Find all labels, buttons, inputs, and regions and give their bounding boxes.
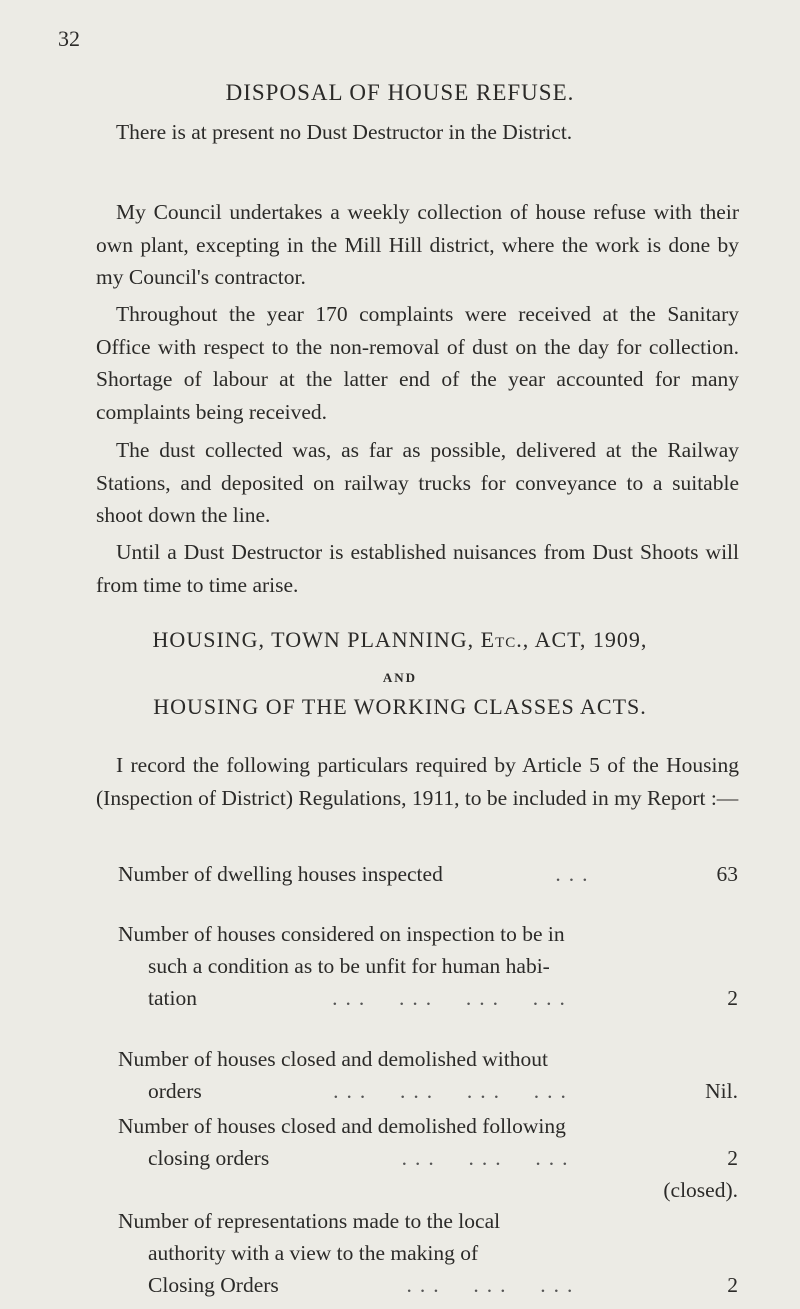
paragraph-4: The dust collected was, as far as possible, delivered at the Railway Stations, and deposited on railway trucks for conveyance to a suitable shoot down the line. (96, 438, 739, 527)
heading-rest: , ACT, 1909, (522, 627, 648, 652)
item-label: Number of houses closed and demolished following (118, 1114, 566, 1138)
item-label-end: Closing Orders (148, 1273, 279, 1297)
heading-and: AND (382, 670, 418, 685)
item-label: Number of representations made to the local (118, 1209, 501, 1233)
item-label: Number of houses considered on inspection to be in (118, 922, 565, 946)
paragraph-intro: I record the following particulars required by Article 5 of the Housing (Inspection of District) Regulations, 1911, to be included in my Report :— (96, 753, 739, 810)
section-heading-refuse: DISPOSAL OF HOUSE REFUSE. (225, 80, 575, 105)
item-value: 2 (727, 1273, 738, 1297)
paragraph-1: There is at present no Dust Destructor in the District. (116, 120, 573, 144)
paragraph-3: Throughout the year 170 complaints were received at the Sanitary Office with respect to the non-removal of dust on the day for collection. Shortage of labour at the latter end of the year accounted for many complaints being received. (96, 302, 739, 424)
item-label-continued: such a condition as to be unfit for human habi- (148, 954, 550, 978)
section-heading-housing (0, 627, 800, 653)
item-value: 2 (727, 1146, 738, 1170)
item-value: 2 (727, 986, 738, 1010)
heading-etc: Etc. (480, 627, 523, 652)
paragraph-5: Until a Dust Destructor is established nuisances from Dust Shoots will from time to time arise. (96, 540, 739, 597)
item-label: Number of dwelling houses inspected (118, 862, 443, 886)
section-heading-working-classes: HOUSING OF THE WORKING CLASSES ACTS. (153, 694, 647, 719)
item-value: Nil. (705, 1079, 738, 1103)
list-item (118, 858, 738, 890)
leader-dots: ... ... ... (401, 1146, 576, 1170)
leader-dots: ... ... ... ... (333, 1079, 574, 1103)
page-number: 32 (58, 26, 80, 51)
item-note: (closed). (663, 1178, 738, 1202)
item-label-continued: authority with a view to the making of (148, 1241, 479, 1265)
leader-dots: ... (555, 862, 596, 886)
item-label-end: closing orders (148, 1146, 270, 1170)
leader-dots: ... ... ... ... (332, 986, 573, 1010)
list-item (118, 1043, 738, 1107)
item-label-end: orders (148, 1079, 202, 1103)
item-value: 63 (716, 862, 738, 886)
paragraph-2: My Council undertakes a weekly collection of house refuse with their own plant, excepting in the Mill Hill district, where the work is done by my Council's contractor. (96, 200, 739, 289)
list-item (118, 918, 738, 1014)
heading-main: HOUSING, TOWN PLANNING, (152, 627, 475, 652)
leader-dots: ... ... ... (406, 1273, 581, 1297)
item-label-end: tation (148, 986, 197, 1010)
item-label: Number of houses closed and demolished without (118, 1047, 548, 1071)
list-item (118, 1110, 738, 1206)
list-item (118, 1205, 738, 1301)
